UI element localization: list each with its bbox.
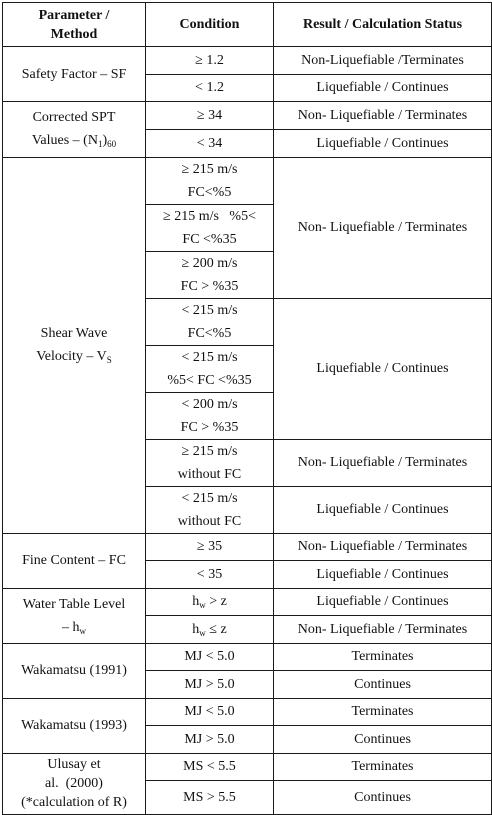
water-condition-1	[146, 588, 274, 616]
spt-result-2: Liquefiable / Continues	[274, 129, 492, 157]
water-condition-2-rest: ≤ z	[205, 621, 227, 637]
spt-label-line2	[6, 129, 142, 152]
spt-condition-1: ≥ 34	[146, 102, 274, 130]
vs-condition-1b: FC<%5	[187, 184, 232, 200]
header-parameter-line1: Parameter /	[38, 7, 110, 23]
vs-condition-1	[146, 157, 274, 204]
spt-label	[3, 102, 146, 158]
vs-result-group-1: Non- Liquefiable / Terminates	[274, 157, 492, 298]
vs-condition-2a: ≥ 215 m/s %5<	[163, 208, 256, 224]
vs-label-line2	[6, 345, 142, 368]
water-label	[3, 588, 146, 643]
spt-label-sub2: 60	[107, 139, 117, 150]
vs-condition-4a: < 215 m/s	[181, 302, 238, 318]
vs-label-sub: S	[106, 355, 112, 365]
sf-result-2: Liquefiable / Continues	[274, 74, 492, 102]
vs-condition-2b: FC <%35	[182, 231, 237, 247]
fc-condition-1: ≥ 35	[146, 533, 274, 561]
header-parameter-line2: Method	[50, 26, 98, 42]
table-row	[3, 157, 492, 204]
spt-label-sub1: 1	[97, 139, 103, 150]
water-result-1: Liquefiable / Continues	[274, 588, 492, 616]
ulusay-result-1: Terminates	[274, 753, 492, 781]
spt-condition-2: < 34	[146, 129, 274, 157]
fc-condition-2: < 35	[146, 561, 274, 589]
table-row	[3, 698, 492, 726]
table-row	[3, 643, 492, 671]
fc-result-1: Non- Liquefiable / Terminates	[274, 533, 492, 561]
sf-result-1: Non-Liquefiable /Terminates	[274, 47, 492, 75]
spt-label-paren: )	[102, 133, 108, 149]
spt-label-line1: Corrected SPT	[32, 110, 116, 126]
water-condition-1-rest: > z	[205, 594, 227, 610]
table-row	[3, 753, 492, 781]
vs-condition-2	[146, 204, 274, 251]
water-condition-2-sub: w	[199, 627, 206, 638]
vs-condition-8a: < 215 m/s	[181, 490, 238, 506]
vs-condition-7	[146, 439, 274, 486]
vs-condition-3a: ≥ 200 m/s	[181, 255, 238, 271]
water-condition-2-h: h	[192, 621, 200, 637]
header-condition: Condition	[146, 3, 274, 47]
ulusay-label-line3: (*calculation of R)	[21, 795, 127, 811]
vs-condition-3	[146, 251, 274, 298]
liquefaction-criteria-table	[2, 2, 492, 815]
vs-condition-1a: ≥ 215 m/s	[181, 161, 238, 177]
water-condition-1-h: h	[192, 594, 200, 610]
fc-label: Fine Content – FC	[3, 533, 146, 588]
header-parameter	[3, 3, 146, 47]
water-label-sub: w	[79, 625, 86, 636]
table-row	[3, 47, 492, 75]
fc-result-2: Liquefiable / Continues	[274, 561, 492, 589]
vs-condition-5a: < 215 m/s	[181, 349, 238, 365]
w1991-condition-1: MJ < 5.0	[146, 643, 274, 671]
vs-condition-6	[146, 392, 274, 439]
header-row	[3, 3, 492, 47]
vs-condition-6a: < 200 m/s	[181, 396, 238, 412]
vs-result-8: Liquefiable / Continues	[274, 486, 492, 533]
spt-result-1: Non- Liquefiable / Terminates	[274, 102, 492, 130]
vs-condition-7a: ≥ 215 m/s	[181, 443, 238, 459]
vs-result-7: Non- Liquefiable / Terminates	[274, 439, 492, 486]
ulusay-label-line1: Ulusay et	[47, 757, 101, 773]
vs-condition-7b: without FC	[177, 466, 242, 482]
vs-condition-8	[146, 486, 274, 533]
w1993-result-2: Continues	[274, 726, 492, 754]
w1991-label: Wakamatsu (1991)	[3, 643, 146, 698]
ulusay-condition-1: MS < 5.5	[146, 753, 274, 781]
table-row	[3, 588, 492, 616]
ulusay-label	[3, 753, 146, 815]
water-label-line2	[6, 616, 142, 639]
w1991-result-1: Terminates	[274, 643, 492, 671]
spt-label-text: Values – (N	[31, 133, 98, 149]
ulusay-condition-2: MS > 5.5	[146, 781, 274, 815]
vs-condition-3b: FC > %35	[180, 278, 239, 294]
vs-label-line1: Shear Wave	[40, 326, 108, 341]
header-result: Result / Calculation Status	[274, 3, 492, 47]
w1993-condition-1: MJ < 5.0	[146, 698, 274, 726]
ulusay-result-2: Continues	[274, 781, 492, 815]
sf-label: Safety Factor – SF	[3, 47, 146, 102]
vs-condition-5	[146, 345, 274, 392]
table-row	[3, 102, 492, 130]
vs-condition-6b: FC > %35	[180, 419, 239, 435]
w1993-result-1: Terminates	[274, 698, 492, 726]
vs-label-text: Velocity – V	[36, 349, 107, 364]
sf-condition-2: < 1.2	[146, 74, 274, 102]
vs-condition-4	[146, 298, 274, 345]
sf-condition-1: ≥ 1.2	[146, 47, 274, 75]
ulusay-label-line2: al. (2000)	[45, 776, 103, 792]
vs-condition-5b: %5< FC <%35	[167, 372, 252, 388]
water-condition-2	[146, 616, 274, 644]
w1991-condition-2: MJ > 5.0	[146, 671, 274, 699]
vs-condition-8b: without FC	[177, 513, 242, 529]
w1993-condition-2: MJ > 5.0	[146, 726, 274, 754]
water-label-text: – h	[62, 619, 80, 635]
vs-condition-4b: FC<%5	[187, 325, 232, 341]
water-label-line1: Water Table Level	[22, 596, 126, 612]
vs-label	[3, 157, 146, 533]
water-condition-1-sub: w	[199, 600, 206, 611]
vs-result-group-2: Liquefiable / Continues	[274, 298, 492, 439]
w1991-result-2: Continues	[274, 671, 492, 699]
w1993-label: Wakamatsu (1993)	[3, 698, 146, 753]
table-row	[3, 533, 492, 561]
water-result-2: Non- Liquefiable / Terminates	[274, 616, 492, 644]
